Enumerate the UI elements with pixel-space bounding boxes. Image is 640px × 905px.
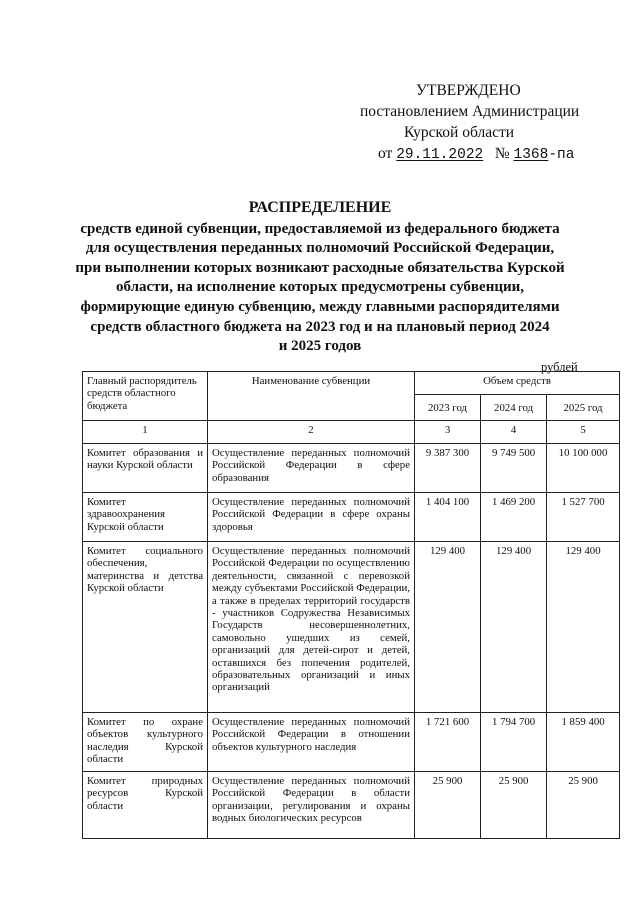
- table-row: [83, 542, 620, 713]
- row-subvention: Осуществление переданных полномочий Российской Федерации в сфере охраны здоровья: [208, 493, 415, 542]
- decree-number-suffix: -па: [548, 147, 575, 163]
- row-value-2025: 129 400: [547, 542, 620, 713]
- row-distributor: Комитет по охране объектов культурного наследия Курской области: [83, 713, 208, 772]
- table-row: [83, 444, 620, 493]
- row-distributor: Комитет социального обеспечения, материнства и детства Курской области: [83, 542, 208, 713]
- column-number: 2: [208, 421, 415, 444]
- title-line: и 2025 годов: [278, 338, 362, 355]
- approval-heading: УТВЕРЖДЕНО: [416, 82, 521, 99]
- row-value-2024: 1 794 700: [481, 713, 547, 772]
- approval-block: [360, 80, 610, 166]
- title-line: при выполнении которых возникают расходные обязательства Курской: [75, 259, 565, 276]
- title-line: для осуществления переданных полномочий Российской Федерации,: [85, 240, 555, 257]
- row-subvention: Осуществление переданных полномочий Российской Федерации по осуществлению деятельности, связанной с перевозкой между субъектами Российской Федерации, а также в пределах территорий государств - участников Содружества Независимых Государств несовершеннолетних, самовольно ушедших из семей, организаций для детей-сирот и детей, оставшихся без попечения родителей, образовательных организаций и иных организаций: [208, 542, 415, 713]
- row-subvention: Осуществление переданных полномочий Российской Федерации в области организации, регулирования и охраны водных биологических ресурсов: [208, 772, 415, 839]
- row-value-2024: 25 900: [481, 772, 547, 839]
- row-value-2025: 25 900: [547, 772, 620, 839]
- title-heading: РАСПРЕДЕЛЕНИЕ: [248, 199, 392, 216]
- approval-decree: постановлением Администрации: [360, 103, 580, 120]
- title-line: области, на исполнение которых предусмотрены субвенции,: [115, 279, 525, 296]
- row-distributor: Комитет здравоохранения Курской области: [83, 493, 208, 542]
- header-volume: Объем средств: [415, 372, 620, 395]
- row-value-2023: 1 721 600: [415, 713, 481, 772]
- row-value-2023: 1 404 100: [415, 493, 481, 542]
- approval-date-line: [360, 143, 610, 166]
- header-distributor: Главный распорядитель средств областного бюджета: [83, 372, 208, 421]
- row-subvention: Осуществление переданных полномочий Российской Федерации в отношении объектов культурного наследия: [208, 713, 415, 772]
- row-value-2025: 1 859 400: [547, 713, 620, 772]
- column-number: 5: [547, 421, 620, 444]
- title-line: формирующие единую субвенцию, между главными распорядителями: [80, 298, 560, 315]
- row-distributor: Комитет образования и науки Курской области: [83, 444, 208, 493]
- header-year-2024: 2024 год: [481, 395, 547, 421]
- row-value-2024: 1 469 200: [481, 493, 547, 542]
- decree-date: 29.11.2022: [396, 147, 484, 163]
- title-line: средств единой субвенции, предоставляемой из федерального бюджета: [80, 220, 560, 237]
- header-year-2025: 2025 год: [547, 395, 620, 421]
- document-title: [60, 198, 580, 357]
- row-value-2023: 25 900: [415, 772, 481, 839]
- approval-region: Курской области: [404, 124, 515, 141]
- header-subvention: Наименование субвенции: [208, 372, 415, 421]
- row-value-2023: 9 387 300: [415, 444, 481, 493]
- header-year-2023: 2023 год: [415, 395, 481, 421]
- number-prefix: №: [494, 145, 510, 162]
- currency-unit: рублей: [541, 360, 578, 374]
- decree-number: 1368: [513, 147, 549, 163]
- column-number: 4: [481, 421, 547, 444]
- column-number-row: [83, 421, 620, 444]
- column-number: 1: [83, 421, 208, 444]
- column-number: 3: [415, 421, 481, 444]
- distribution-table: [82, 371, 620, 839]
- row-value-2024: 129 400: [481, 542, 547, 713]
- date-prefix: от: [378, 145, 393, 162]
- title-line: средств областного бюджета на 2023 год и на плановый период 2024: [90, 318, 550, 335]
- row-value-2025: 1 527 700: [547, 493, 620, 542]
- table-row: [83, 772, 620, 839]
- row-value-2024: 9 749 500: [481, 444, 547, 493]
- row-subvention: Осуществление переданных полномочий Российской Федерации в сфере образования: [208, 444, 415, 493]
- row-distributor: Комитет природных ресурсов Курской области: [83, 772, 208, 839]
- row-value-2023: 129 400: [415, 542, 481, 713]
- table-row: [83, 713, 620, 772]
- table-header-row: [83, 372, 620, 395]
- table-row: [83, 493, 620, 542]
- row-value-2025: 10 100 000: [547, 444, 620, 493]
